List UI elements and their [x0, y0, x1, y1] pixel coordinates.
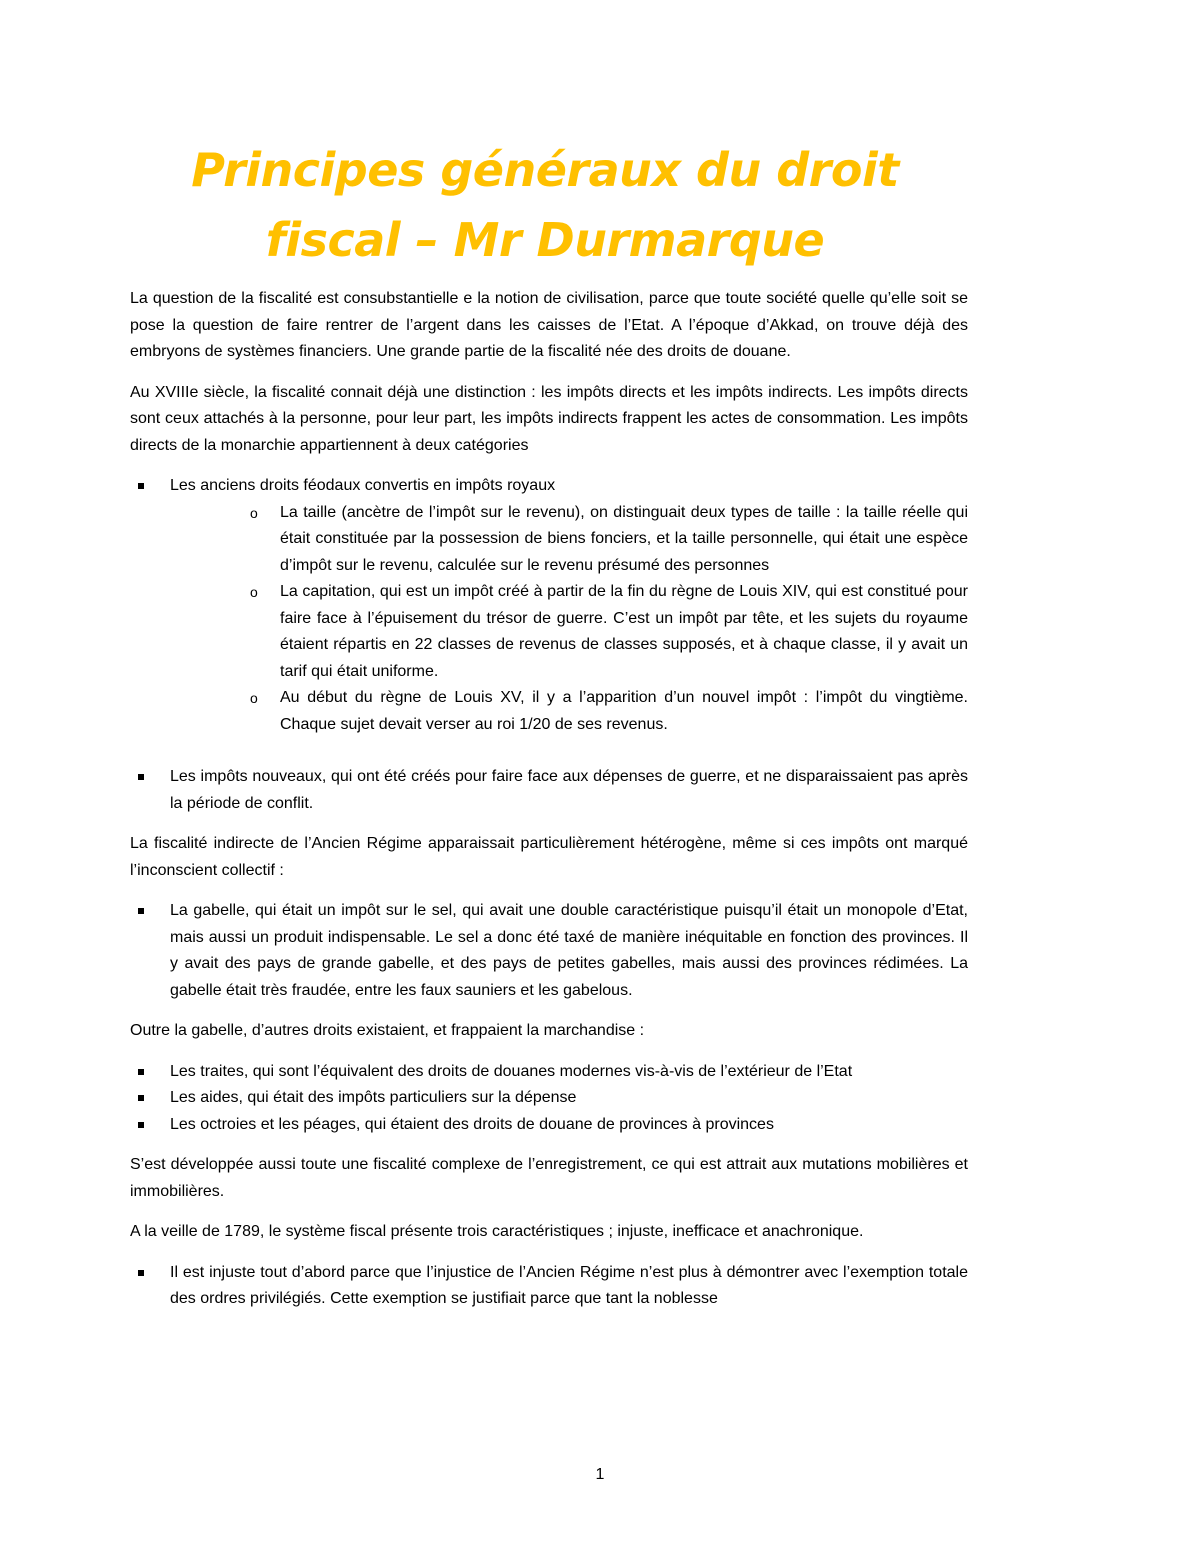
paragraph: Au XVIIIe siècle, la fiscalité connait déjà une distinction : les impôts directs et les impôts indirects. Les impôts directs sont ceux attachés à la personne, pour leur part, les impôts indirects frappent les actes de consommation. Les impôts directs de la monarchie appartiennent à deux catégories — [130, 383, 968, 454]
bullet-list — [130, 1059, 968, 1139]
sub-list-item: o La taille (ancètre de l’impôt sur le revenu), on distinguait deux types de taille : la taille réelle qui était constituée par la possession de biens fonciers, et la taille personnelle, qui était une espèce d’impôt sur le revenu, calculée sur le revenu présumé des personnes — [170, 500, 968, 580]
title-line-2: fiscal – Mr Durmarque — [265, 213, 825, 267]
list-item-text: Les anciens droits féodaux convertis en impôts royaux — [170, 477, 556, 494]
paragraph: La fiscalité indirecte de l’Ancien Régime apparaissait particulièrement hétérogène, même si ces impôts ont marqué l’inconscient collectif : — [130, 835, 968, 879]
paragraph: Outre la gabelle, d’autres droits existaient, et frappaient la marchandise : — [130, 1022, 645, 1039]
bullet-list — [130, 473, 968, 817]
list-item: Il est injuste tout d’abord parce que l’injustice de l’Ancien Régime n’est plus à démontrer avec l’exemption totale des ordres privilégiés. Cette exemption se justifiait parce que tant la noblesse — [130, 1260, 968, 1313]
bullet-list — [130, 898, 968, 1004]
list-item: Les aides, qui était des impôts particuliers sur la dépense — [130, 1085, 968, 1112]
list-item — [130, 473, 968, 764]
sub-list — [170, 500, 968, 739]
document-title — [130, 135, 960, 275]
list-item: Les impôts nouveaux, qui ont été créés pour faire face aux dépenses de guerre, et ne disparaissaient pas après la période de conflit. — [130, 764, 968, 817]
paragraph: S’est développée aussi toute une fiscalité complexe de l’enregistrement, ce qui est attrait aux mutations mobilières et immobilières. — [130, 1156, 968, 1200]
list-item: La gabelle, qui était un impôt sur le sel, qui avait une double caractéristique puisqu’il était un monopole d’Etat, mais aussi un produit indispensable. Le sel a donc été taxé de manière inéquitable en fonction des provinces. Il y avait des pays de grande gabelle, et des pays de petites gabelles, mais aussi des provinces rédimées. La gabelle était très fraudée, entre les faux sauniers et les gabelous. — [130, 898, 968, 1004]
list-item: Les octroies et les péages, qui étaient des droits de douane de provinces à provinces — [130, 1112, 968, 1139]
page-number: 1 — [595, 1466, 605, 1483]
paragraph: La question de la fiscalité est consubstantielle e la notion de civilisation, parce que toute société quelle qu’elle soit se pose la question de faire rentrer de l’argent dans les caisses de l’Etat. A l’époque d’Akkad, on trouve déjà des embryons de systèmes financiers. Une grande partie de la fiscalité née des droits de douane. — [130, 290, 968, 360]
title-line-1: Principes généraux du droit — [191, 143, 899, 197]
spacer — [170, 738, 968, 764]
sub-list-item: o Au début du règne de Louis XV, il y a l’apparition d’un nouvel impôt : l’impôt du vingtième. Chaque sujet devait verser au roi 1/20 de ses revenus. — [170, 685, 968, 738]
list-item: Les traites, qui sont l’équivalent des droits de douanes modernes vis-à-vis de l’extérieur de l’Etat — [130, 1059, 968, 1086]
paragraph: A la veille de 1789, le système fiscal présente trois caractéristiques ; injuste, inefficace et anachronique. — [130, 1223, 864, 1240]
document-body — [130, 286, 968, 1327]
sub-list-item: o La capitation, qui est un impôt créé à partir de la fin du règne de Louis XIV, qui est constitué pour faire face à l’épuisement du trésor de guerre. C’est un impôt par tête, et les sujets du royaume étaient répartis en 22 classes de revenus de classes supposés, et à chaque classe, il y avait un tarif qui était uniforme. — [170, 579, 968, 685]
bullet-list — [130, 1260, 968, 1313]
